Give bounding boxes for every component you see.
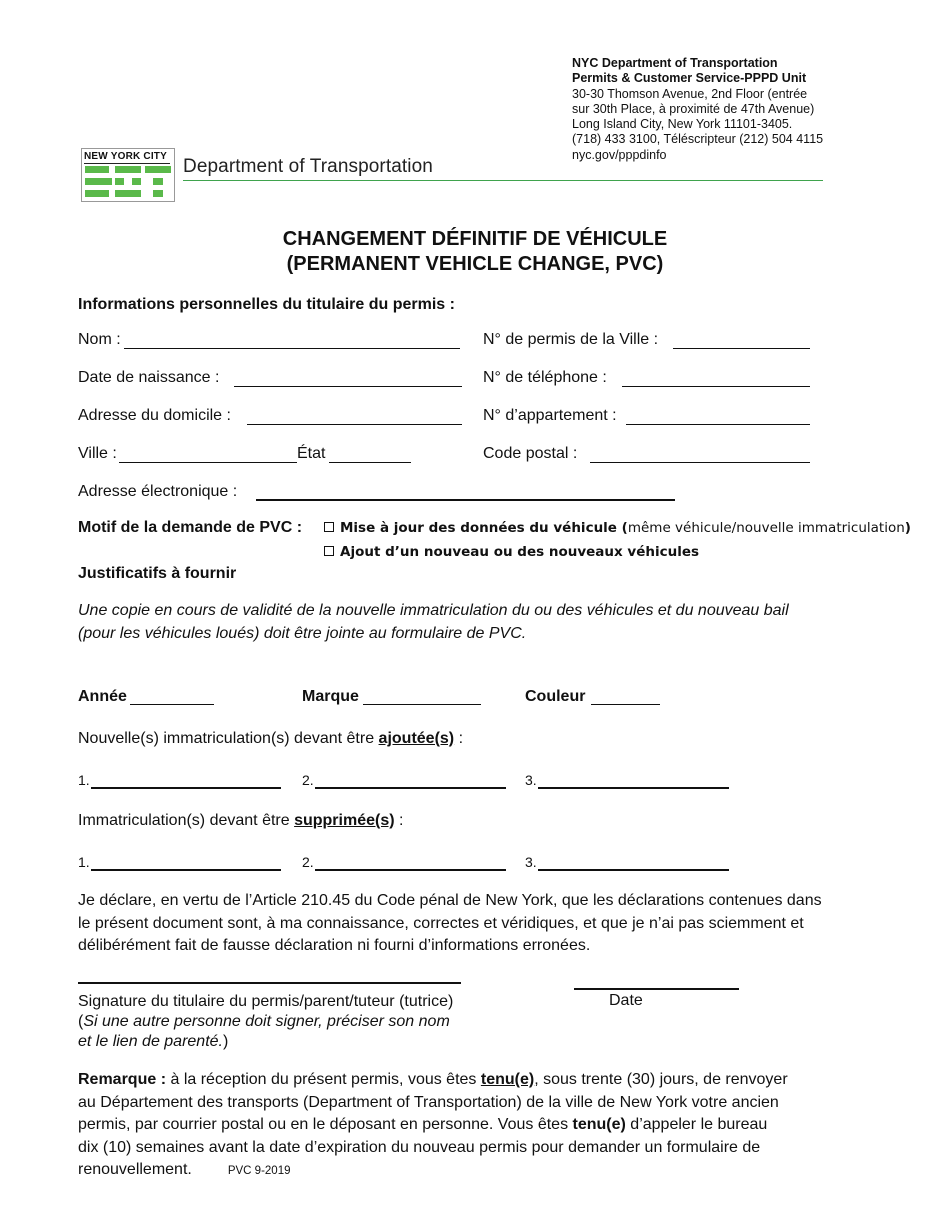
marque-label: Marque (302, 688, 359, 705)
couleur-field[interactable] (591, 704, 660, 705)
form-title (0, 227, 950, 277)
email-field[interactable] (256, 499, 675, 501)
permis-field[interactable] (673, 348, 810, 349)
added-plates-label (78, 730, 463, 748)
removed-plate-2-number: 2. (302, 854, 314, 870)
signature-note-open: ( (78, 1013, 84, 1030)
annee-field[interactable] (130, 704, 214, 705)
option-update-bold: Mise à jour des données du véhicule ( (340, 520, 628, 536)
added-plate-1-field[interactable] (91, 787, 281, 789)
justificatifs-line-2: (pour les véhicules loués) doit être jointe au formulaire de PVC. (78, 624, 527, 642)
remarque-l3b: tenu(e) (572, 1116, 626, 1133)
title-line-2: (PERMANENT VEHICLE CHANGE, PVC) (286, 253, 664, 275)
remarque-l4: dix (10) semaines avant la date d’expiration du nouveau permis pour demander un formulaire de (78, 1138, 761, 1156)
agency-address (572, 56, 823, 163)
signature-caption (78, 992, 453, 1052)
etat-field[interactable] (329, 462, 411, 463)
form-code: PVC 9-2019 (227, 1165, 291, 1177)
naissance-field[interactable] (234, 386, 462, 387)
removed-plate-3-field[interactable] (538, 869, 729, 871)
date-field[interactable] (574, 988, 739, 990)
couleur-label: Couleur (525, 688, 586, 705)
etat-label: État (297, 445, 326, 462)
removed-plate-1-field[interactable] (91, 869, 281, 871)
address-line-2: Permits & Customer Service-PPPD Unit (572, 71, 807, 86)
appartement-label: N° d’appartement : (483, 407, 617, 424)
personal-info-heading: Informations personnelles du titulaire du permis : (78, 296, 455, 313)
signature-field[interactable] (78, 982, 461, 984)
dot-logo-icon (85, 166, 171, 198)
ville-field[interactable] (119, 462, 297, 463)
added-plate-3-number: 3. (525, 772, 537, 788)
removed-suffix: : (394, 812, 404, 829)
signature-label: Signature du titulaire du permis/parent/tuteur (tutrice) (78, 993, 454, 1010)
permis-label: N° de permis de la Ville : (483, 331, 659, 348)
added-plate-1-number: 1. (78, 772, 90, 788)
added-prefix: Nouvelle(s) immatriculation(s) devant être (78, 730, 379, 747)
declaration-line-3: délibérément fait de fausse déclaration ni fourni d’informations erronées. (78, 937, 591, 954)
nyc-dot-logo (81, 148, 175, 202)
telephone-label: N° de téléphone : (483, 369, 607, 386)
declaration (78, 890, 822, 958)
date-label: Date (609, 992, 643, 1009)
signature-note-close: ) (223, 1033, 229, 1050)
address-line-5: Long Island City, New York 11101-3405. (572, 117, 793, 132)
removed-word: supprimée(s) (294, 812, 395, 829)
remarque-l5: renouvellement. (78, 1161, 192, 1178)
signature-note-1: Si une autre personne doit signer, préciser son nom (83, 1013, 450, 1030)
remarque-label: Remarque : (78, 1071, 167, 1088)
appartement-field[interactable] (626, 424, 810, 425)
option-update-close: ) (904, 520, 911, 536)
logo-title: NEW YORK CITY (84, 151, 170, 164)
motif-option-add[interactable] (324, 544, 699, 560)
added-plate-2-field[interactable] (315, 787, 506, 789)
ville-label: Ville : (78, 445, 117, 462)
removed-plate-3-number: 3. (525, 854, 537, 870)
remarque-l3a: permis, par courrier postal ou en le déposant en personne. Vous êtes (78, 1116, 573, 1133)
code-postal-label: Code postal : (483, 445, 578, 462)
checkbox-add[interactable] (324, 546, 334, 556)
code-postal-field[interactable] (590, 462, 810, 463)
added-word: ajoutée(s) (378, 730, 455, 747)
nom-label: Nom : (78, 331, 121, 348)
motif-label: Motif de la demande de PVC : (78, 519, 303, 536)
address-line-6: (718) 433 3100, Téléscripteur (212) 504 4115 (572, 132, 824, 147)
added-plate-3-field[interactable] (538, 787, 729, 789)
removed-plate-1-number: 1. (78, 854, 90, 870)
department-name: Department of Transportation (183, 156, 433, 177)
signature-note-2: et le lien de parenté. (78, 1033, 223, 1050)
nom-field[interactable] (124, 348, 460, 349)
annee-label: Année (78, 688, 127, 705)
justificatifs-line-1: Une copie en cours de validité de la nouvelle immatriculation du ou des véhicules et du nouveau bail (78, 602, 789, 619)
remarque-l1a: à la réception du présent permis, vous êtes (166, 1071, 481, 1088)
remarque-l2: au Département des transports (Department of Transportation) de la ville de New York votre ancien (78, 1093, 779, 1111)
justificatifs-heading: Justificatifs à fournir (78, 565, 237, 582)
address-line-3: 30-30 Thomson Avenue, 2nd Floor (entrée (572, 86, 808, 101)
justificatifs-text (78, 600, 789, 645)
remarque-l3c: d’appeler le bureau (625, 1116, 768, 1133)
removed-prefix: Immatriculation(s) devant être (78, 812, 295, 829)
option-update-detail: même véhicule/nouvelle immatriculation (627, 520, 905, 536)
telephone-field[interactable] (622, 386, 810, 387)
address-line-1: NYC Department of Transportation (572, 56, 778, 70)
remarque-l1c: , sous trente (30) jours, de renvoyer (534, 1071, 788, 1088)
address-line-4: sur 30th Place, à proximité de 47th Avenue) (572, 101, 815, 116)
marque-field[interactable] (363, 704, 481, 705)
motif-option-update[interactable] (324, 520, 911, 536)
title-line-1: CHANGEMENT DÉFINITIF DE VÉHICULE (282, 228, 668, 250)
address-line-7: nyc.gov/pppdinfo (572, 147, 667, 162)
adresse-field[interactable] (247, 424, 462, 425)
option-add-label: Ajout d’un nouveau ou des nouveaux véhicules (340, 544, 700, 560)
added-plate-2-number: 2. (302, 772, 314, 788)
naissance-label: Date de naissance : (78, 369, 220, 386)
remarque (78, 1069, 788, 1183)
removed-plate-2-field[interactable] (315, 869, 506, 871)
header-divider (183, 180, 823, 181)
email-label: Adresse électronique : (78, 483, 238, 500)
declaration-line-2: le présent document sont, à ma connaissance, correctes et véridiques, et que je n’ai pas sciemment et (78, 914, 804, 932)
remarque-l1b: tenu(e) (480, 1071, 535, 1088)
removed-plates-label (78, 812, 403, 830)
declaration-line-1: Je déclare, en vertu de l’Article 210.45 du Code pénal de New York, que les déclarations contenues dans (78, 892, 822, 909)
added-suffix: : (454, 730, 464, 747)
adresse-label: Adresse du domicile : (78, 407, 231, 424)
checkbox-update[interactable] (324, 522, 334, 532)
